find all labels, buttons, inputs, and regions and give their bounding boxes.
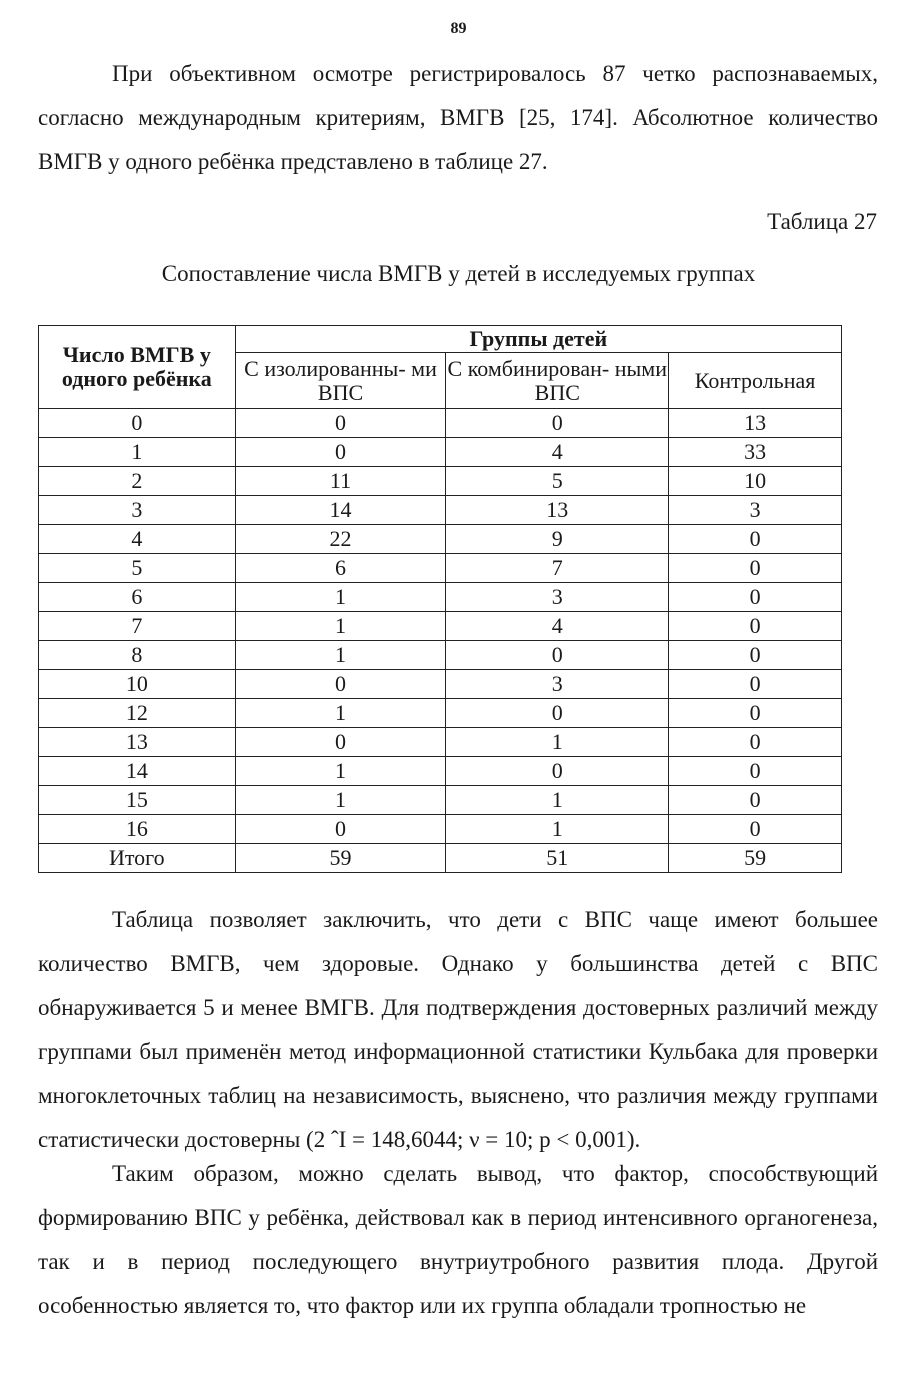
table-cell: 1 xyxy=(235,786,446,815)
table-cell: 1 xyxy=(446,728,669,757)
table-cell: 1 xyxy=(446,786,669,815)
conclusion-paragraph: Таким образом, можно сделать вывод, что фактор, способствующий формированию ВПС у ребёнка, действовал как в период интенсивного органогенеза, так и в период последующего внутриутробного развития плода. Другой особенностью является то, что фактор или их группа обладали тропностью не xyxy=(38,1161,878,1318)
table-cell: 51 xyxy=(446,844,669,873)
table-cell: 1 xyxy=(235,641,446,670)
table-cell: 0 xyxy=(669,815,842,844)
table-number: Таблица 27 xyxy=(767,209,877,234)
group-header: Группы детей xyxy=(235,326,841,353)
table-cell: 6 xyxy=(39,583,236,612)
table-cell: 59 xyxy=(669,844,842,873)
table-cell: 1 xyxy=(235,583,446,612)
table-cell: 0 xyxy=(669,641,842,670)
table-cell: 3 xyxy=(446,670,669,699)
column-header-combined: С комбинирован- ными ВПС xyxy=(446,353,669,409)
table-body xyxy=(39,409,842,873)
table-cell: 0 xyxy=(669,583,842,612)
table-cell: 0 xyxy=(235,409,446,438)
column-header-isolated: С изолированны- ми ВПС xyxy=(235,353,446,409)
table-row xyxy=(39,786,842,815)
table-cell: 0 xyxy=(446,409,669,438)
data-table xyxy=(38,325,842,873)
table-row xyxy=(39,496,842,525)
table-cell: 0 xyxy=(235,438,446,467)
table-cell: 13 xyxy=(669,409,842,438)
table-cell: 22 xyxy=(235,525,446,554)
table-cell: 0 xyxy=(669,525,842,554)
table-cell: 0 xyxy=(446,699,669,728)
table-cell: 0 xyxy=(235,728,446,757)
table-cell: 0 xyxy=(235,815,446,844)
table-cell: 10 xyxy=(39,670,236,699)
table-cell: 5 xyxy=(39,554,236,583)
table-cell: 15 xyxy=(39,786,236,815)
table-row xyxy=(39,438,842,467)
table-cell: 0 xyxy=(669,554,842,583)
table-row xyxy=(39,554,842,583)
table-cell: 0 xyxy=(446,641,669,670)
table-cell: 1 xyxy=(235,612,446,641)
table-cell: Итого xyxy=(39,844,236,873)
table-cell: 13 xyxy=(446,496,669,525)
table-cell: 1 xyxy=(39,438,236,467)
table-cell: 12 xyxy=(39,699,236,728)
table-cell: 33 xyxy=(669,438,842,467)
table-cell: 0 xyxy=(669,757,842,786)
table-cell: 4 xyxy=(446,438,669,467)
table-cell: 7 xyxy=(446,554,669,583)
table-row xyxy=(39,670,842,699)
table-cell: 3 xyxy=(446,583,669,612)
table-row xyxy=(39,612,842,641)
table-row xyxy=(39,844,842,873)
table-cell: 1 xyxy=(235,699,446,728)
analysis-paragraph: Таблица позволяет заключить, что дети с ВПС чаще имеют большее количество ВМГВ, чем здоровые. Однако у большинства детей с ВПС обнаруживается 5 и менее ВМГВ. Для подтверждения достоверных различий между группами был применён метод информационной статистики Кульбака для проверки многоклеточных таблиц на независимость, выяснено, что различия между группами статистически достоверны (2 ˆI = 148,6044; ν = 10; p < 0,001). xyxy=(38,907,878,1152)
table-cell: 0 xyxy=(669,699,842,728)
table-row xyxy=(39,815,842,844)
table-row xyxy=(39,525,842,554)
table-cell: 1 xyxy=(446,815,669,844)
table-cell: 10 xyxy=(669,467,842,496)
intro-paragraph: При объективном осмотре регистрировалось 87 четко распознаваемых, согласно международным критериям, ВМГВ [25, 174]. Абсолютное количество ВМГВ у одного ребёнка представлено в таблице 27. xyxy=(38,61,878,174)
table-cell: 0 xyxy=(39,409,236,438)
page-number: 89 xyxy=(450,20,467,37)
table-cell: 6 xyxy=(235,554,446,583)
table-caption: Сопоставление числа ВМГВ у детей в исследуемых группах xyxy=(161,261,756,286)
table-cell: 0 xyxy=(446,757,669,786)
table-row xyxy=(39,409,842,438)
table-cell: 0 xyxy=(669,612,842,641)
table-row xyxy=(39,467,842,496)
table-cell: 16 xyxy=(39,815,236,844)
row-header: Число ВМГВ у одного ребёнка xyxy=(39,326,236,409)
table-cell: 0 xyxy=(669,728,842,757)
table-row xyxy=(39,699,842,728)
table-cell: 14 xyxy=(235,496,446,525)
table-row xyxy=(39,641,842,670)
table-cell: 13 xyxy=(39,728,236,757)
table-cell: 3 xyxy=(669,496,842,525)
table-cell: 8 xyxy=(39,641,236,670)
table-cell: 14 xyxy=(39,757,236,786)
table-cell: 2 xyxy=(39,467,236,496)
table-row xyxy=(39,728,842,757)
table-cell: 0 xyxy=(235,670,446,699)
table-cell: 0 xyxy=(669,670,842,699)
table-cell: 3 xyxy=(39,496,236,525)
table-cell: 59 xyxy=(235,844,446,873)
table-cell: 1 xyxy=(235,757,446,786)
table-cell: 0 xyxy=(669,786,842,815)
table-cell: 4 xyxy=(39,525,236,554)
table-cell: 11 xyxy=(235,467,446,496)
table-cell: 7 xyxy=(39,612,236,641)
table-row xyxy=(39,757,842,786)
table-row xyxy=(39,583,842,612)
table-cell: 4 xyxy=(446,612,669,641)
table-cell: 5 xyxy=(446,467,669,496)
column-header-control: Контрольная xyxy=(669,353,842,409)
table-cell: 9 xyxy=(446,525,669,554)
